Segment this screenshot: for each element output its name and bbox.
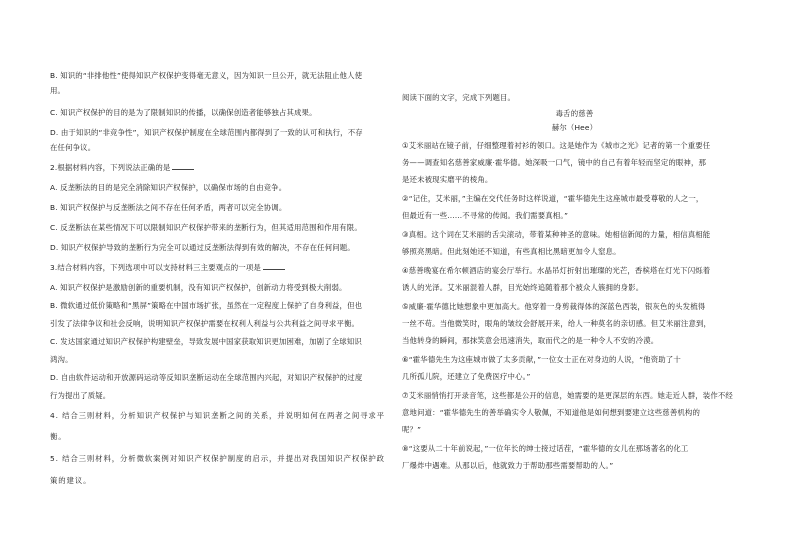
q3-option-b-line2: 引发了法律争议和社会反响，说明知识产权保护需要在权利人利益与公共利益之间寻求平衡。 bbox=[50, 319, 360, 328]
paragraph-line: 厂爆炸中遇难。从那以后，他就致力于帮助那些需要帮助的人。” bbox=[402, 461, 614, 470]
paragraph-line: 是还未被现实磨平的棱角。 bbox=[402, 175, 493, 184]
q2-option-d: D. 知识产权保护导致的垄断行为完全可以通过反垄断法得到有效的解决，不存在任何问题。 bbox=[50, 243, 355, 252]
paragraph-line: 当他转身的瞬间，那抹笑意会迅速消失，取而代之的是一种令人不安的冷漠。 bbox=[402, 336, 659, 345]
paragraph-line: 务——调查知名慈善家威廉·霍华德。她深吸一口气，镜中的自己有着年轻而坚定的眼神，那 bbox=[402, 158, 707, 167]
q1-option-d-line2: 在任何争议。 bbox=[50, 143, 96, 152]
paragraph-line: ⑤威廉·霍华德比她想象中更加高大。他穿着一身剪裁得体的深蓝色西装，银灰色的头发梳得 bbox=[402, 302, 706, 311]
paragraph-line: ⑧“这要从二十年前说起，”一位年长的绅士接过话茬，“霍华德的女儿在那场著名的化工 bbox=[402, 444, 689, 453]
q3-option-c-line1: C. 发达国家通过知识产权保护构建壁垒，导致发展中国家获取知识更加困难，加剧了全球知识 bbox=[50, 337, 362, 346]
paragraph-line: 诱人的光泽。艾米丽混着人群，目光始终追随着那个被众人簇拥的身影。 bbox=[402, 283, 644, 292]
q2-option-c: C. 反垄断法在某些情况下可以限制知识产权保护带来的垄断行为，但其适用范围和作用有限。 bbox=[50, 223, 362, 232]
q1-option-d-line1: D. 由于知识的“非竞争性”，知识产权保护制度在全球范围内都得到了一致的认可和执行，不存 bbox=[50, 128, 363, 137]
q2-option-b: B. 知识产权保护与反垄断法之间不存在任何矛盾，两者可以完全协调。 bbox=[50, 203, 287, 212]
q2-stem: 2.根据材料内容，下列说法正确的是 bbox=[50, 162, 395, 173]
q3-option-b-line1: B. 微软通过低价策略和“黑屏”策略在中国市场扩张，虽然在一定程度上保护了自身利益，但也 bbox=[50, 301, 363, 310]
q1-option-b-line2: 用。 bbox=[50, 86, 66, 95]
answer-blank bbox=[172, 162, 194, 170]
paragraph-line: 够照亮黑暗。但此刻她还不知道，有些真相比黑暗更加令人窒息。 bbox=[402, 247, 621, 256]
paragraph-line: ④慈善晚宴在希尔顿酒店的宴会厅举行。水晶吊灯折射出璀璨的光芒，香槟塔在灯光下闪烁着 bbox=[402, 266, 711, 275]
q5-line1: 5. 结合三则材料，分析微软案例对知识产权保护制度的启示，并提出对我国知识产权保护政 bbox=[50, 454, 385, 463]
q3-option-d-line1: D. 自由软件运动和开放源码运动等反知识垄断运动在全球范围内兴起，对知识产权保护的过度 bbox=[50, 373, 363, 382]
q1-option-b-line1: B. 知识的“非排他性”使得知识产权保护变得毫无意义，因为知识一旦公开，就无法阻止他人使 bbox=[50, 71, 363, 80]
paragraph-line: ①艾米丽站在镜子前，仔细整理着衬衫的领口。这是她作为《城市之光》记者的第一个重要任 bbox=[402, 141, 711, 150]
q2-option-a: A. 反垄断法的目的是完全消除知识产权保护，以确保市场的自由竞争。 bbox=[50, 183, 287, 192]
q3-option-c-line2: 鸿沟。 bbox=[50, 355, 73, 364]
story-title: 毒舌的慈善 bbox=[555, 109, 594, 118]
paragraph-line: 但最近有一些……不寻常的传闻。我们需要真相。” bbox=[402, 211, 569, 220]
paragraph-line: ②“记住，艾米丽，”主编在交代任务时这样说道，“霍华德先生这座城市最受尊敬的人之一， bbox=[402, 194, 704, 203]
q4-line2: 衡。 bbox=[50, 432, 67, 441]
paragraph-line: 一丝不苟。当他微笑时，眼角的皱纹会舒展开来，给人一种莫名的亲切感。但艾米丽注意到， bbox=[402, 319, 712, 328]
q3-stem: 3.结合材料内容，下列选项中可以支持材料三主要观点的一项是 bbox=[50, 262, 395, 273]
q5-line2: 策的建议。 bbox=[50, 476, 92, 485]
q3-option-d-line2: 行为提出了质疑。 bbox=[50, 391, 111, 400]
q1-option-c: C. 知识产权保护的目的是为了限制知识的传播，以确保创造者能够独占其成果。 bbox=[50, 108, 317, 117]
story-author: 赫尔（Hee） bbox=[551, 123, 598, 132]
reading-intro: 阅读下面的文字，完成下列题目。 bbox=[402, 93, 516, 102]
paragraph-line: ⑥“霍华德先生为这座城市做了太多贡献，”一位女士正在对身边的人说，“他资助了十 bbox=[402, 355, 681, 364]
paragraph-line: 呢？” bbox=[402, 425, 422, 434]
paragraph-line: 意地问道：“霍华德先生的善举确实令人敬佩，不知道他是如何想到要建立这些慈善机构的 bbox=[402, 408, 700, 417]
answer-blank bbox=[263, 262, 285, 270]
q4-line1: 4. 结合三则材料，分析知识产权保护与知识垄断之间的关系，并说明如何在两者之间寻求平 bbox=[50, 411, 385, 420]
paragraph-line: ⑦艾米丽悄悄打开录音笔，这些都是公开的信息，她需要的是更深层的东西。她走近人群，装作不经 bbox=[402, 391, 733, 400]
paragraph-line: 几所孤儿院，还建立了免费医疗中心。” bbox=[402, 372, 531, 381]
q3-option-a: A. 知识产权保护是激励创新的重要机制，没有知识产权保护，创新动力将受到极大削弱。 bbox=[50, 283, 347, 292]
paragraph-line: ③真相。这个词在艾米丽的舌尖滚动，带着某种神圣的意味。她相信新闻的力量，相信真相能 bbox=[402, 230, 711, 239]
